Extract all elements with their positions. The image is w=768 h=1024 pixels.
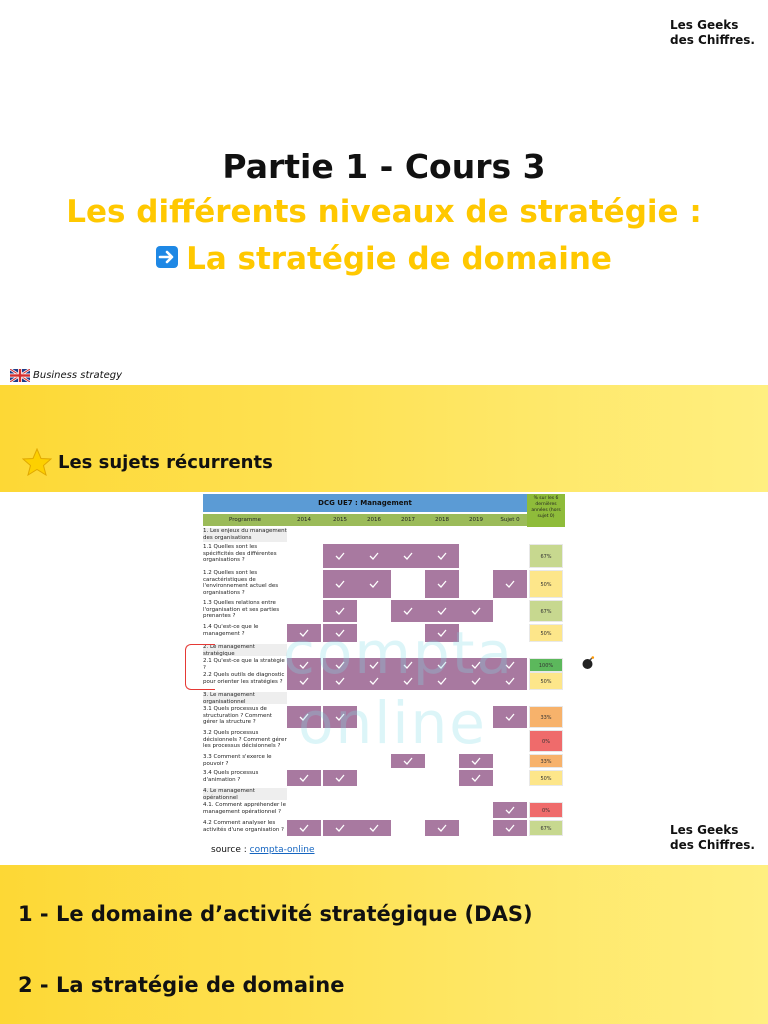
table-row-label: 1.1 Quelles sont les spécificités des différentes organisations ? (203, 544, 277, 563)
check-icon (368, 580, 380, 588)
table-pct-cell: 67% (529, 820, 563, 836)
table-cell-filled (391, 658, 425, 672)
check-icon (402, 757, 414, 765)
check-icon (334, 629, 346, 637)
table-cell-filled (323, 544, 357, 568)
check-icon (402, 677, 414, 685)
watermark-line-2: online (298, 689, 487, 757)
highlight-bracket (185, 644, 215, 690)
table-pct-cell: 100% (529, 658, 563, 672)
check-icon (334, 661, 346, 669)
english-tag (10, 368, 122, 382)
check-icon (470, 757, 482, 765)
table-section-label: 2. Le management stratégique (203, 644, 287, 656)
table-section-label: 4. Le management opérationnel (203, 788, 287, 800)
check-icon (334, 713, 346, 721)
check-icon (470, 677, 482, 685)
table-cell-filled (391, 672, 425, 690)
table-cell-filled (459, 658, 493, 672)
table-column-header: 2016 (367, 517, 381, 523)
table-column-header: 2019 (469, 517, 483, 523)
source-prefix: source : (211, 845, 250, 855)
check-icon (504, 661, 516, 669)
table-cell-filled (323, 770, 357, 786)
table-section-label: 3. Le management organisationnel (203, 692, 287, 704)
table-row-label: 3.1 Quels processus de structuration ? Comment gérer la structure ? (203, 706, 272, 725)
check-icon (470, 607, 482, 615)
subtitle-line-2-row (0, 236, 768, 283)
check-icon (504, 824, 516, 832)
table-cell-filled (287, 706, 321, 728)
table-pct-cell: 0% (529, 802, 563, 818)
check-icon (334, 774, 346, 782)
table-cell-filled (323, 624, 357, 642)
check-icon (334, 677, 346, 685)
watermark-line-1: compta (283, 619, 514, 687)
check-icon (436, 580, 448, 588)
table-row-label: 1.2 Quelles sont les caractéristiques de l'environnement actuel des organisations ? (203, 570, 279, 596)
arrow-right-icon (156, 246, 178, 268)
table-title: DCG UE7 : Management (203, 494, 527, 512)
check-icon (402, 607, 414, 615)
table-cell-filled (357, 820, 391, 836)
check-icon (368, 661, 380, 669)
english-tag-label: Business strategy (33, 369, 122, 381)
table-cell-filled (287, 672, 321, 690)
check-icon (436, 824, 448, 832)
table-column-header: 2014 (297, 517, 311, 523)
table-cell-filled (323, 658, 357, 672)
check-icon (402, 552, 414, 560)
table-cell-filled (493, 672, 527, 690)
table-cell-filled (425, 600, 459, 622)
check-icon (402, 661, 414, 669)
source-link[interactable]: compta-online (249, 845, 315, 855)
star-icon (22, 448, 52, 476)
table-cell-filled (287, 658, 321, 672)
table-pct-cell: 50% (529, 770, 563, 786)
table-row-label: 4.1. Comment appréhender le management opérationnel ? (203, 802, 286, 815)
table-cell-filled (493, 706, 527, 728)
table-cell-filled (459, 600, 493, 622)
table-column-row (203, 514, 527, 526)
sections-band (0, 865, 768, 1024)
table-pct-cell: 33% (529, 706, 563, 728)
table-row-label: 3.3 Comment s'exerce le pouvoir ? (203, 754, 272, 767)
table-row-label: 2.1 Qu'est-ce que la stratégie ? (203, 658, 285, 671)
check-icon (298, 774, 310, 782)
table-column-header: Sujet 0 (500, 517, 520, 523)
table-cell-filled (287, 770, 321, 786)
table-row-label: 4.2 Comment analyser les activités d'une organisation ? (203, 820, 284, 833)
table-cell-filled (357, 570, 391, 598)
check-icon (334, 552, 346, 560)
check-icon (298, 824, 310, 832)
check-icon (504, 806, 516, 814)
table-cell-filled (323, 600, 357, 622)
table-row-label: 1.3 Quelles relations entre l'organisation et ses parties prenantes ? (203, 600, 280, 619)
subtitle-line-2: La stratégie de domaine (186, 241, 612, 277)
table-cell-filled (323, 672, 357, 690)
table-pct-cell: 50% (529, 672, 563, 690)
table-row-label: 3.2 Quels processus décisionnels ? Comment gérer les processus décisionnels ? (203, 730, 287, 749)
check-icon (298, 661, 310, 669)
check-icon (334, 824, 346, 832)
check-icon (298, 677, 310, 685)
bomb-icon (581, 656, 595, 670)
table-cell-filled (493, 802, 527, 818)
section-item-strategie-domaine: 2 - La stratégie de domaine (18, 973, 345, 997)
table-pct-cell: 0% (529, 730, 563, 752)
table-column-header: 2017 (401, 517, 415, 523)
check-icon (334, 580, 346, 588)
brand-logo-top (670, 18, 755, 48)
table-cell-filled (287, 820, 321, 836)
table-cell-filled (287, 624, 321, 642)
brand-line-1: Les Geeks (670, 823, 739, 837)
check-icon (298, 629, 310, 637)
table-cell-filled (459, 770, 493, 786)
table-pct-cell: 33% (529, 754, 563, 768)
check-icon (504, 677, 516, 685)
table-pct-cell: 67% (529, 544, 563, 568)
check-icon (504, 713, 516, 721)
recurring-heading (22, 448, 273, 476)
check-icon (470, 774, 482, 782)
table-cell-filled (391, 754, 425, 768)
table-cell-filled (425, 672, 459, 690)
check-icon (470, 661, 482, 669)
check-icon (368, 677, 380, 685)
table-cell-filled (425, 570, 459, 598)
table-cell-filled (357, 544, 391, 568)
table-cell-filled (493, 658, 527, 672)
source-line (211, 845, 315, 855)
check-icon (298, 713, 310, 721)
table-cell-filled (425, 820, 459, 836)
check-icon (504, 580, 516, 588)
check-icon (436, 677, 448, 685)
table-pct-cell: 50% (529, 624, 563, 642)
table-column-header: 2018 (435, 517, 449, 523)
part-title: Partie 1 - Cours 3 (222, 147, 546, 186)
check-icon (436, 661, 448, 669)
table-column-header: Programme (229, 517, 261, 523)
recurring-label: Les sujets récurrents (58, 451, 273, 473)
table-cell-filled (459, 754, 493, 768)
table-cell-filled (323, 820, 357, 836)
table-cell-filled (425, 658, 459, 672)
table-cell-filled (459, 672, 493, 690)
brand-line-2: des Chiffres. (670, 33, 755, 47)
brand-line-1: Les Geeks (670, 18, 739, 32)
table-cell-filled (323, 706, 357, 728)
table-row-label: 1.4 Qu'est-ce que le management ? (203, 624, 259, 637)
table-cell-filled (391, 600, 425, 622)
section-item-das: 1 - Le domaine d’activité stratégique (DAS) (18, 902, 533, 926)
table-cell-filled (357, 658, 391, 672)
brand-logo-bottom (670, 823, 755, 853)
table-cell-filled (493, 820, 527, 836)
table-section-label: 1. Les enjeux du management des organisations (203, 528, 287, 541)
table-pct-cell: 50% (529, 570, 563, 598)
uk-flag-icon (10, 369, 30, 382)
check-icon (368, 552, 380, 560)
check-icon (436, 607, 448, 615)
table-cell-filled (391, 544, 425, 568)
table-pct-cell: 67% (529, 600, 563, 622)
table-cell-filled (425, 624, 459, 642)
check-icon (436, 552, 448, 560)
recurring-topics-table (203, 494, 565, 837)
table-cell-filled (323, 570, 357, 598)
check-icon (436, 629, 448, 637)
title-block (0, 145, 768, 283)
table-cell-filled (425, 544, 459, 568)
brand-line-2: des Chiffres. (670, 838, 755, 852)
table-cell-filled (357, 672, 391, 690)
table-column-header: 2015 (333, 517, 347, 523)
table-pct-header: % sur les 6 dernières années (hors sujet 0) (527, 494, 565, 527)
table-cell-filled (493, 570, 527, 598)
table-row-label: 3.4 Quels processus d'animation ? (203, 770, 259, 783)
table-row-label: 2.2 Quels outils de diagnostic pour orienter les stratégies ? (203, 672, 285, 685)
subtitle-line-1: Les différents niveaux de stratégie : (66, 194, 702, 230)
check-icon (334, 607, 346, 615)
check-icon (368, 824, 380, 832)
